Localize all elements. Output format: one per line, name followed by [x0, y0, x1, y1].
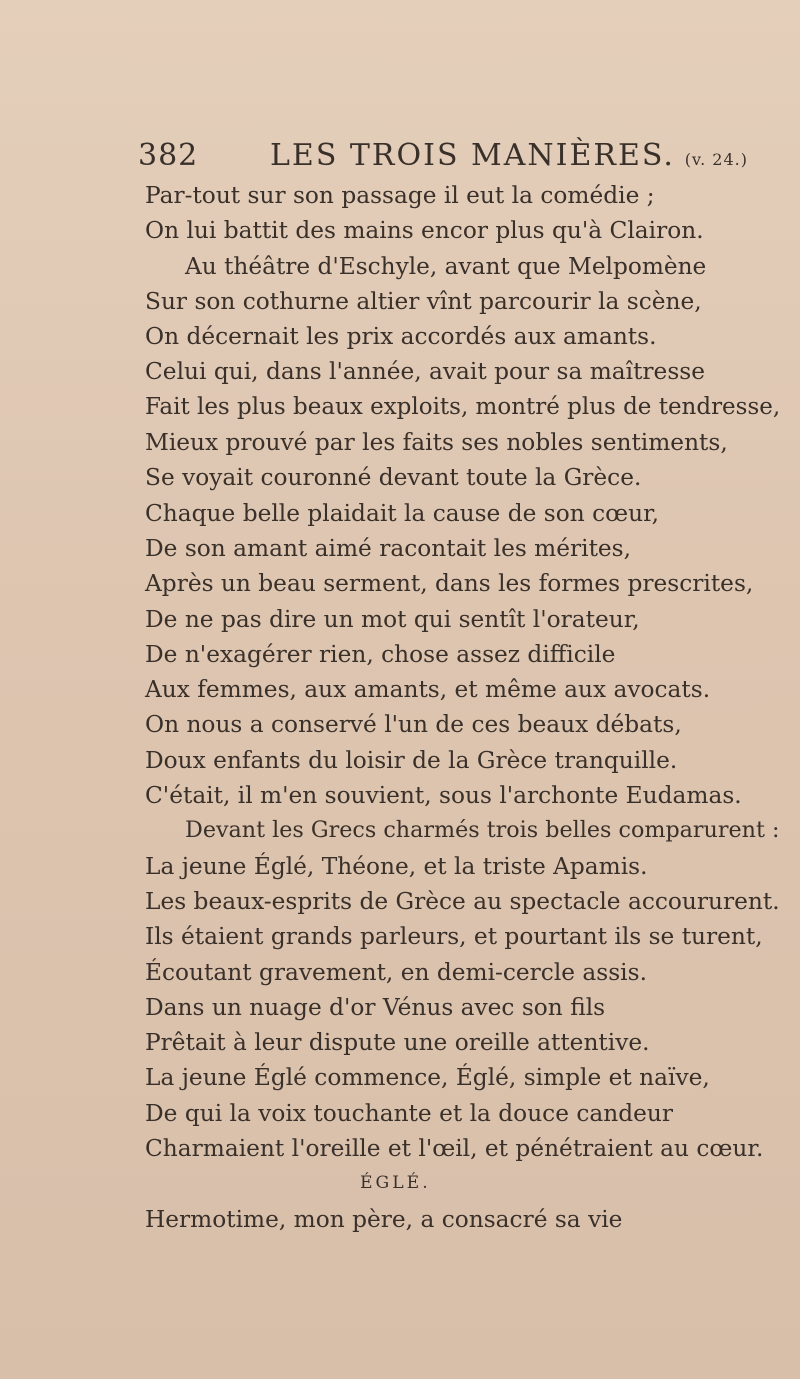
verse-line: Après un beau serment, dans les formes prescrites,	[145, 570, 754, 598]
speaker-name: ÉGLÉ.	[360, 1173, 431, 1194]
running-head	[138, 138, 748, 178]
verse-line: Chaque belle plaidait la cause de son cœur,	[145, 499, 660, 527]
verse-line: Doux enfants du loisir de la Grèce tranquille.	[145, 746, 678, 774]
verse-line: La jeune Églé commence, Églé, simple et naïve,	[145, 1064, 710, 1092]
verse-line: De n'exagérer rien, chose assez difficile	[145, 640, 616, 668]
verse-line: Les beaux-esprits de Grèce au spectacle accoururent.	[145, 887, 780, 915]
verse-line: On décernait les prix accordés aux amants.	[145, 323, 657, 351]
verse-line: De ne pas dire un mot qui sentît l'orateur,	[145, 605, 640, 633]
verse-line: Mieux prouvé par les faits ses nobles sentiments,	[145, 429, 728, 457]
verse-line: On lui battit des mains encor plus qu'à Clairon.	[145, 217, 704, 245]
running-title: LES TROIS MANIÈRES.	[270, 138, 675, 173]
page-number: 382	[138, 138, 199, 173]
verse-line: La jeune Églé, Théone, et la triste Apamis.	[145, 852, 648, 880]
verse-line: De qui la voix touchante et la douce candeur	[145, 1099, 674, 1127]
verse-line: Dans un nuage d'or Vénus avec son fils	[145, 993, 606, 1021]
verse-reference: (v. 24.)	[684, 150, 748, 169]
verse-line: De son amant aimé racontait les mérites,	[145, 534, 632, 562]
verse-line: Celui qui, dans l'année, avait pour sa maîtresse	[145, 358, 705, 386]
verse-line: Écoutant gravement, en demi-cercle assis.	[145, 958, 647, 986]
verse-line: Se voyait couronné devant toute la Grèce.	[145, 464, 642, 492]
verse-line: Charmaient l'oreille et l'œil, et pénétraient au cœur.	[145, 1135, 764, 1163]
verse-line: Hermotime, mon père, a consacré sa vie	[145, 1205, 623, 1233]
verse-line: Par-tout sur son passage il eut la comédie ;	[145, 182, 655, 209]
verse-line: Sur son cothurne altier vînt parcourir la scène,	[145, 287, 702, 315]
verse-line: On nous a conservé l'un de ces beaux débats,	[145, 711, 682, 739]
verse-line: Aux femmes, aux amants, et même aux avocats.	[145, 676, 711, 704]
poem-text	[0, 178, 800, 1237]
verse-line: Ils étaient grands parleurs, et pourtant ils se turent,	[145, 923, 763, 951]
verse-line: C'était, il m'en souvient, sous l'archonte Eudamas.	[145, 782, 742, 810]
verse-line: Fait les plus beaux exploits, montré plus de tendresse,	[145, 393, 781, 420]
verse-line: Devant les Grecs charmés trois belles comparurent :	[185, 817, 780, 844]
verse-line: Prêtait à leur dispute une oreille attentive.	[145, 1029, 650, 1057]
verse-line: Au théâtre d'Eschyle, avant que Melpomène	[185, 252, 707, 280]
